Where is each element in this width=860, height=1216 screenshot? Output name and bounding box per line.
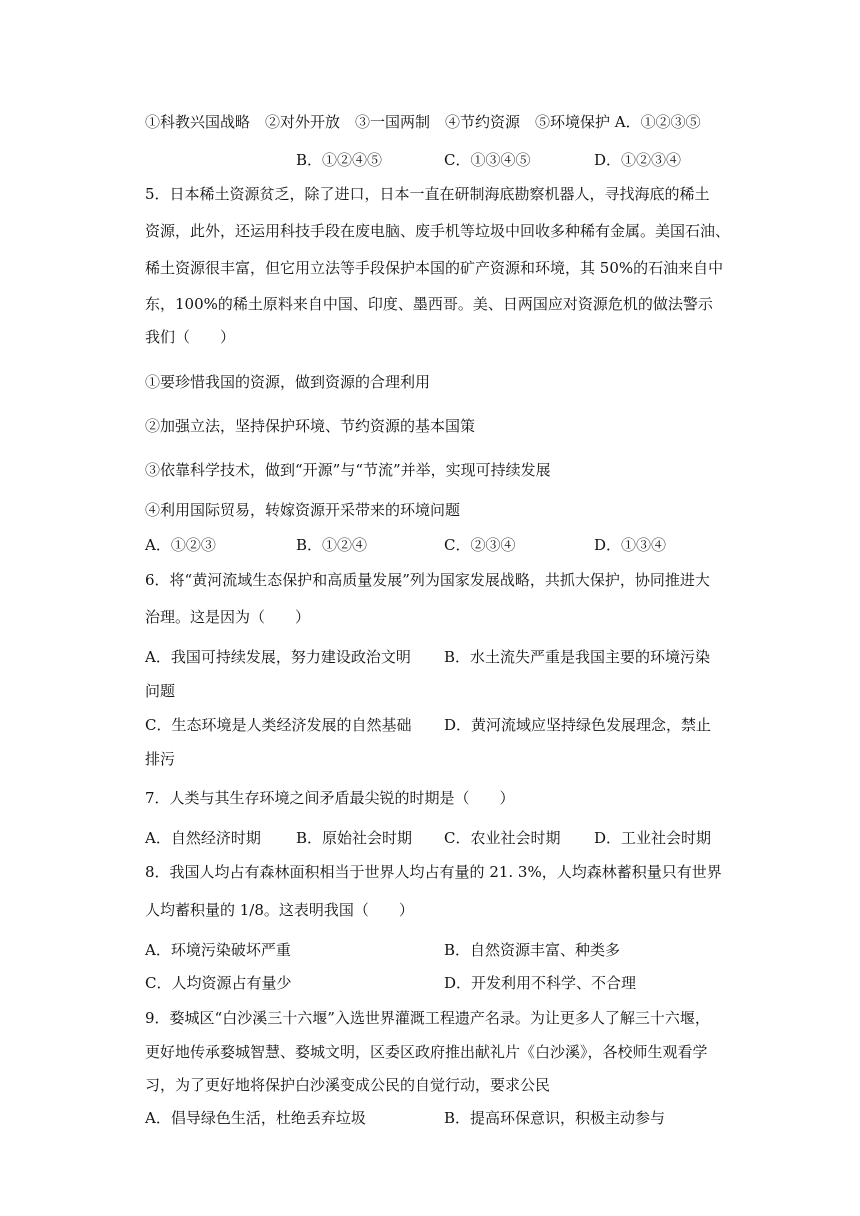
q8-option-a: A．环境污染破坏严重: [145, 941, 291, 959]
q8-stem-line-2: 人均蓄积量的 1/8。这表明我国（ ）: [145, 901, 414, 919]
q7-option-b: B．原始社会时期: [296, 829, 413, 847]
q4-option-b: B．①②④⑤: [296, 151, 383, 169]
q5-stem-line-1: 5．日本稀土资源贫乏，除了进口，日本一直在研制海底勘察机器人，寻找海底的稀土: [145, 185, 710, 203]
q7-option-c: C．农业社会时期: [444, 829, 561, 847]
q5-item-2: ②加强立法，坚持保护环境、节约资源的基本国策: [145, 417, 476, 435]
q4-statements: ①科教兴国战略 ②对外开放 ③一国两制 ④节约资源 ⑤环境保护 A．①②③⑤: [145, 113, 701, 131]
q9-stem-line-1: 9．婺城区“白沙溪三十六堰”入选世界灌溉工程遗产名录。为让更多人了解三十六堰，: [145, 1009, 710, 1027]
q5-option-a: A．①②③: [145, 536, 216, 554]
q5-stem-line-4: 东，100%的稀土原料来自中国、印度、墨西哥。美、日两国应对资源危机的做法警示: [145, 295, 713, 313]
q6-stem-line-1: 6．将“黄河流域生态保护和高质量发展”列为国家发展战略，共抓大保护，协同推进大: [145, 571, 710, 589]
q6-option-c: C．生态环境是人类经济发展的自然基础: [145, 716, 412, 734]
q8-option-d: D．开发利用不科学、不合理: [444, 974, 637, 992]
q6-option-b-wrap: 问题: [145, 682, 176, 700]
q7-option-d: D．工业社会时期: [594, 829, 712, 847]
q7-stem: 7．人类与其生存环境之间矛盾最尖锐的时期是（ ）: [145, 789, 515, 807]
q9-option-a: A．倡导绿色生活，杜绝丢弃垃圾: [145, 1109, 366, 1127]
q5-item-4: ④利用国际贸易，转嫁资源开采带来的环境问题: [145, 501, 461, 519]
q7-option-a: A．自然经济时期: [145, 829, 261, 847]
q5-item-1: ①要珍惜我国的资源，做到资源的合理利用: [145, 373, 431, 391]
q5-stem-line-5: 我们（ ）: [145, 328, 236, 346]
q8-stem-line-1: 8．我国人均占有森林面积相当于世界人均占有量的 21. 3%，人均森林蓄积量只有世界: [145, 863, 722, 881]
q5-stem-line-2: 资源，此外，还运用科技手段在废电脑、废手机等垃圾中回收多种稀有金属。美国石油、: [145, 222, 731, 240]
q8-option-c: C．人均资源占有量少: [145, 974, 292, 992]
q6-stem-line-2: 治理。这是因为（ ）: [145, 608, 311, 626]
q9-option-b: B．提高环保意识，积极主动参与: [444, 1109, 666, 1127]
q6-option-d-wrap: 排污: [145, 750, 176, 768]
q6-option-a: A．我国可持续发展，努力建设政治文明: [145, 648, 411, 666]
q5-option-d: D．①③④: [594, 536, 667, 554]
q5-option-c: C．②③④: [444, 536, 516, 554]
q5-stem-line-3: 稀土资源很丰富，但它用立法等手段保护本国的矿产资源和环境，其 50%的石油来自中: [145, 259, 724, 277]
q8-option-b: B．自然资源丰富、种类多: [444, 941, 621, 959]
q6-option-d: D．黄河流域应坚持绿色发展理念，禁止: [444, 716, 712, 734]
q4-option-d: D．①②③④: [594, 151, 682, 169]
q5-item-3: ③依靠科学技术，做到“开源”与“节流”并举，实现可持续发展: [145, 461, 551, 479]
q6-option-b: B．水土流失严重是我国主要的环境污染: [444, 648, 711, 666]
q5-option-b: B．①②④: [296, 536, 368, 554]
q9-stem-line-2: 更好地传承婺城智慧、婺城文明，区委区政府推出献礼片《白沙溪》，各校师生观看学: [145, 1043, 708, 1061]
q4-option-c: C．①③④⑤: [444, 151, 531, 169]
q9-stem-line-3: 习，为了更好地将保护白沙溪变成公民的自觉行动，要求公民: [145, 1076, 551, 1094]
